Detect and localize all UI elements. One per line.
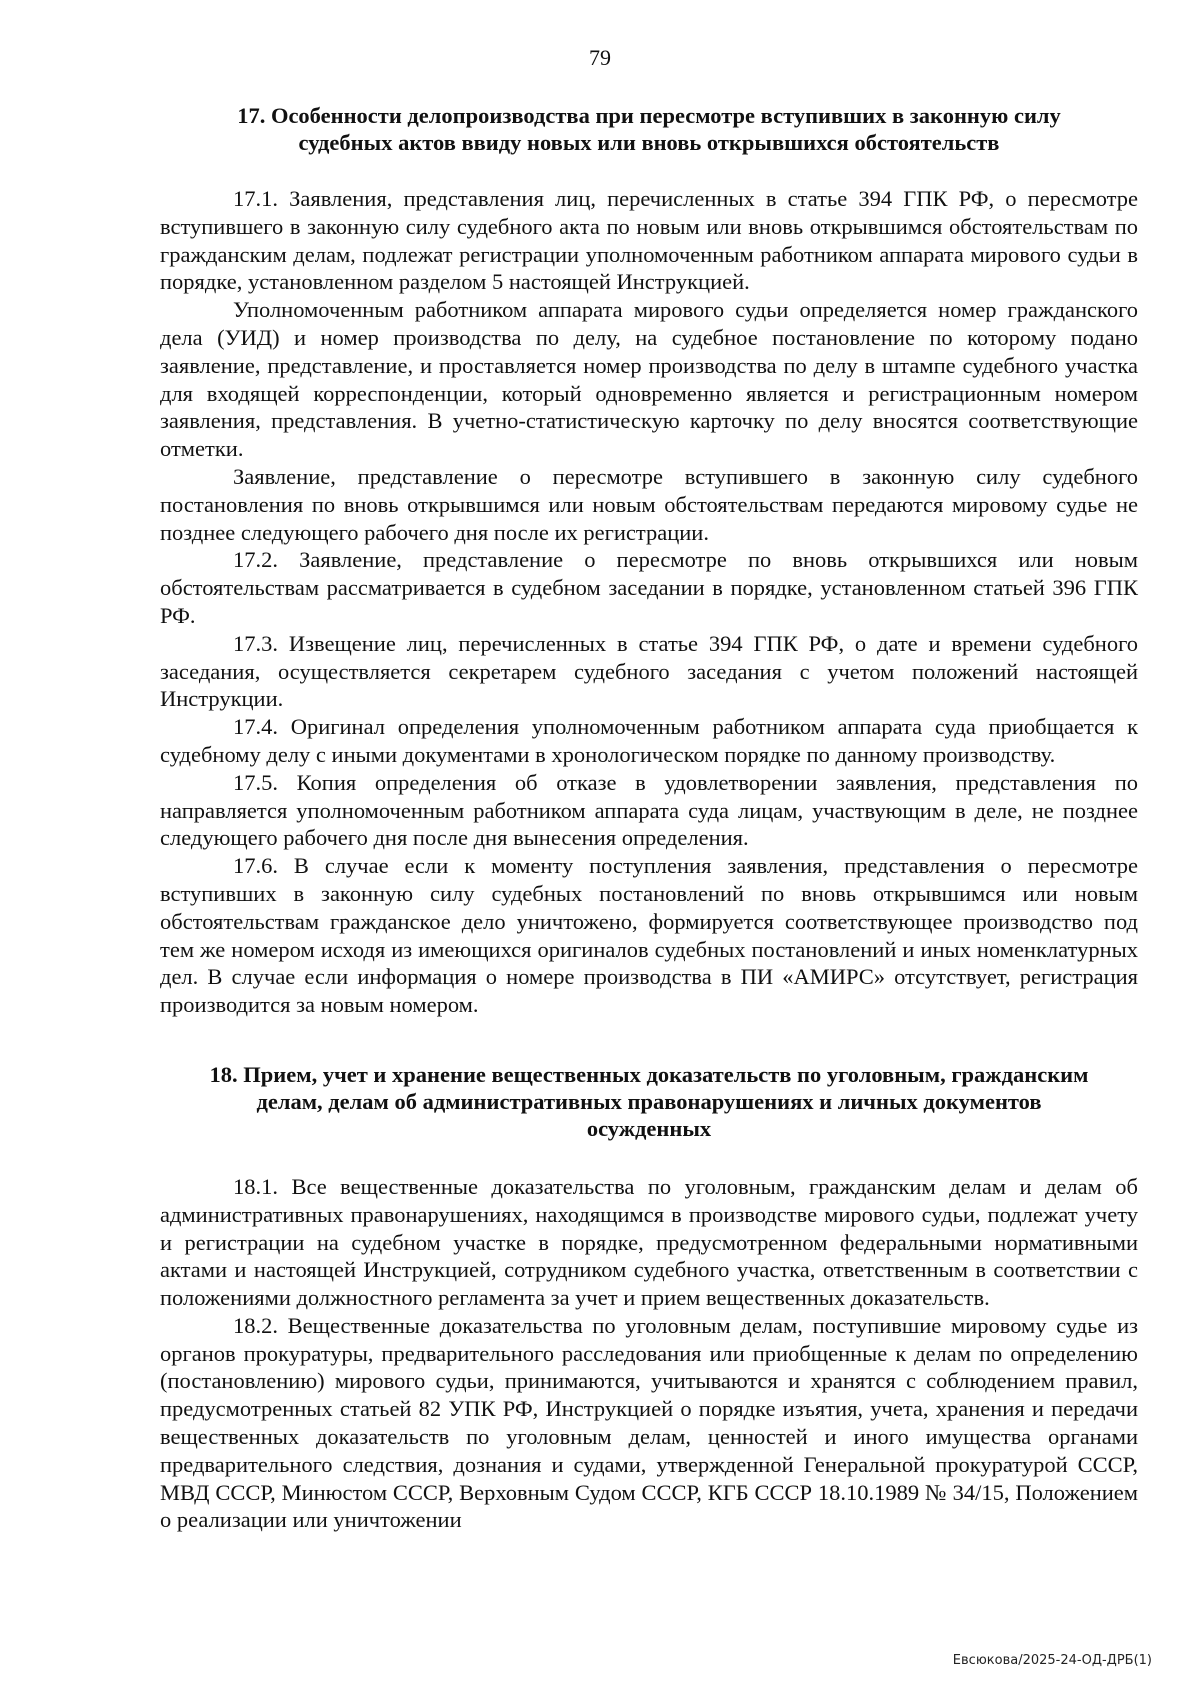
section-18-heading	[160, 1061, 1138, 1142]
section-18-heading-line-3: осужденных	[586, 1115, 712, 1141]
paragraph-17-2: 17.2. Заявление, представление о пересмотре по вновь открывшихся или новым обстоятельствам рассматривается в судебном заседании в порядке, установленном статьей 396 ГПК РФ.	[160, 547, 1138, 628]
section-17-heading-line-2: судебных актов ввиду новых или вновь открывшихся обстоятельств	[298, 130, 1000, 155]
document-body	[160, 102, 1138, 1534]
paragraph-17-1-transfer: Заявление, представление о пересмотре вступившего в законную силу судебного постановления по вновь открывшимся или новым обстоятельствам передаются мировому судье не позднее следующего рабочего дня после их регистрации.	[160, 463, 1138, 545]
paragraph-17-1-numbering: Уполномоченным работником аппарата мирового судьи определяется номер гражданского дела (УИД) и номер производства по делу, на судебное постановление по которому подано заявление, представление, и проставляется номер производства по делу в штампе судебного участка для входящей корреспонденции, который одновременно является и регистрационным номером заявления, представления. В учетно-статистическую карточку по делу вносятся соответствующие отметки.	[160, 297, 1138, 462]
paragraph-17-4: 17.4. Оригинал определения уполномоченным работником аппарата суда приобщается к судебному делу с иными документами в хронологическом порядке по данному производству.	[160, 714, 1138, 767]
section-18-heading-line-1: 18. Прием, учет и хранение вещественных доказательств по уголовным, гражданским	[209, 1061, 1089, 1087]
paragraph-17-1: 17.1. Заявления, представления лиц, перечисленных в статье 394 ГПК РФ, о пересмотре вступившего в законную силу судебного акта по новым или вновь открывшимся обстоятельствам по гражданским делам, подлежат регистрации уполномоченным работником аппарата мирового судьи в порядке, установленном разделом 5 настоящей Инструкцией.	[160, 186, 1138, 295]
paragraph-17-5: 17.5. Копия определения об отказе в удовлетворении заявления, представления по направляется уполномоченным работником аппарата суда лицам, участвующим в деле, не позднее следующего рабочего дня после дня вынесения определения.	[160, 769, 1138, 851]
section-18-heading-line-2: делам, делам об административных правонарушениях и личных документов	[256, 1088, 1042, 1114]
paragraph-17-3: 17.3. Извещение лиц, перечисленных в статье 394 ГПК РФ, о дате и времени судебного заседания, осуществляется секретарем судебного заседания с учетом положений настоящей Инструкции.	[160, 630, 1138, 712]
paragraph-17-6: 17.6. В случае если к моменту поступления заявления, представления о пересмотре вступивших в законную силу судебных постановлений по вновь открывшимся или новым обстоятельствам гражданское дело уничтожено, формируется соответствующее производство под тем же номером исходя из имеющихся оригиналов судебных постановлений и иных номенклатурных дел. В случае если информация о номере производства в ПИ «АМИРС» отсутствует, регистрация производится за новым номером.	[160, 853, 1138, 1018]
section-17-heading	[160, 102, 1138, 156]
paragraph-18-2: 18.2. Вещественные доказательства по уголовным делам, поступившие мировому судье из органов прокуратуры, предварительного расследования или приобщенные к делам по определению (постановлению) мирового судьи, принимаются, учитываются и хранятся с соблюдением правил, предусмотренных статьей 82 УПК РФ, Инструкцией о порядке изъятия, учета, хранения и передачи вещественных доказательств по уголовным делам, ценностей и иного имущества органами предварительного следствия, дознания и судами, утвержденной Генеральной прокуратурой СССР, МВД СССР, Минюстом СССР, Верховным Судом СССР, КГБ СССР 18.10.1989 № 34/15, Положением о реализации или уничтожении	[160, 1312, 1138, 1533]
page-number: 79	[589, 45, 611, 70]
document-footer-id: Евсюкова/2025-24-ОД-ДРБ(1)	[952, 1653, 1152, 1668]
paragraph-18-1: 18.1. Все вещественные доказательства по уголовным, гражданским делам и делам об административных правонарушениях, находящимся в производстве мирового судьи, подлежат учету и регистрации на судебном участке в порядке, предусмотренном федеральными нормативными актами и настоящей Инструкцией, сотрудником судебного участка, ответственным в соответствии с положениями должностного регламента за учет и прием вещественных доказательств.	[160, 1173, 1138, 1311]
section-17-heading-line-1: 17. Особенности делопроизводства при пересмотре вступивших в законную силу	[237, 103, 1061, 128]
